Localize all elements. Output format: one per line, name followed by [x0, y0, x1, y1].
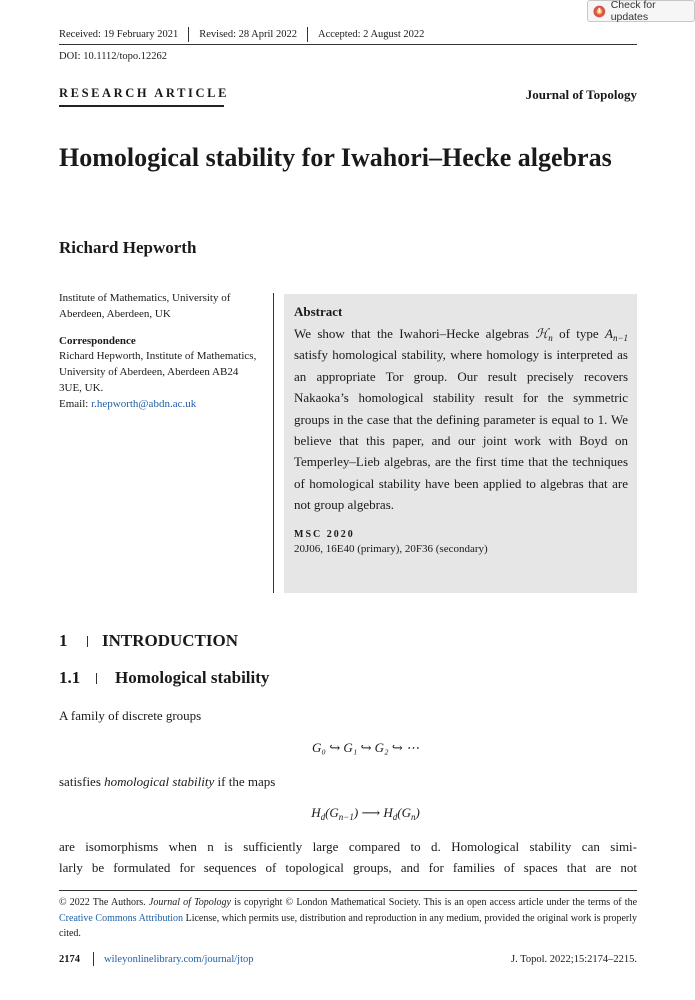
header-rule [59, 44, 637, 45]
check-for-updates-badge[interactable] [587, 0, 695, 22]
author-name: Richard Hepworth [59, 238, 197, 257]
journal-url[interactable]: wileyonlinelibrary.com/journal/jtop [104, 953, 254, 965]
journal-italic: Journal of Topology [148, 897, 231, 908]
email-label: Email: [59, 397, 89, 410]
correspondence-address: Richard Hepworth, Institute of Mathematics, University of Aberdeen, Aberdeen AB24 3UE, UK. [59, 350, 257, 394]
type-subscript: n−1 [612, 333, 629, 343]
article-type: RESEARCH ARTICLE [59, 86, 230, 100]
paragraph: A family of discrete groups [59, 708, 202, 723]
type-symbol [605, 326, 628, 341]
divider [93, 952, 94, 966]
equation-maps-text: $H_d(G_{n-1})$ ⟶ $H_d(G_n)$ [311, 805, 420, 822]
accepted-date: Accepted: 2 August 2022 [317, 29, 425, 40]
abstract-box [284, 294, 637, 593]
subsection-number: 1.1 [59, 668, 81, 687]
abstract-heading: Abstract [294, 304, 343, 319]
article-title: Homological stability for Iwahori–Hecke algebras [59, 143, 612, 172]
paragraph-text: satisfies [59, 774, 105, 789]
equation-maps [0, 805, 695, 821]
section-heading [59, 631, 238, 651]
subsection-title: Homological stability [115, 668, 270, 687]
equation-inclusions: G₀ ↪ G₁ ↪ G₂ ↪ ⋯ [312, 740, 419, 755]
check-for-updates-label: Check for updates [610, 0, 656, 23]
paragraph-line: larly be formulated for sequences of topological groups, and for families of spaces that are not [59, 860, 637, 876]
page-footer [59, 952, 637, 966]
copyright-notice [59, 895, 637, 942]
paragraph-text: if the maps [214, 774, 276, 789]
subsection-heading [59, 668, 269, 688]
correspondence-label: Correspondence [59, 334, 136, 347]
section-number: 1 [59, 631, 68, 650]
article-dates [59, 27, 424, 42]
divider [87, 636, 88, 647]
email-line [59, 397, 259, 413]
hecke-symbol [535, 326, 552, 341]
hecke-subscript: n [548, 333, 553, 343]
abstract-text-2: of type [559, 326, 599, 341]
revised-date: Revised: 28 April 2022 [199, 29, 297, 40]
doi: DOI: 10.1112/topo.12262 [59, 51, 168, 62]
copyright-text: © 2022 The Authors. [59, 897, 146, 908]
article-type-underline [59, 105, 224, 107]
hecke-letter: ℋ [535, 326, 549, 341]
abstract-text-1: We show that the Iwahori–Hecke algebras [294, 326, 529, 341]
emphasis-term: homological stability [104, 774, 215, 789]
affiliation-column [59, 291, 259, 413]
citation: J. Topol. 2022;15:2174–2215. [511, 953, 637, 965]
copyright-text: is copyright © London Mathematical Society. This is an open access article under the terms of the [234, 897, 638, 908]
column-divider [273, 293, 274, 593]
abstract-text [294, 323, 628, 516]
divider [188, 27, 189, 42]
paragraph [59, 771, 275, 792]
divider [96, 673, 97, 684]
footnote-rule [59, 890, 637, 891]
paragraph-line: are isomorphisms when n is sufficiently large compared to d. Homological stability can simi- [59, 839, 637, 854]
copyright-text: License, which permits use, distribution and reproduction in any medium, provided the original work is properly cited. [59, 912, 638, 939]
paragraph [59, 836, 637, 879]
type-letter: A [605, 326, 613, 341]
check-updates-icon [593, 5, 606, 18]
abstract-text-3: satisfy homological stability, where homology is interpreted as an appropriate Tor group. Our result precisely recovers Nakaoka’s homological stability result for the symmetric groups in the case that the defining parameter is equal to 1. We believe that this paper, and our joint work with Boyd on Temperley–Lieb algebras, are the first time that the techniques of homological stability have been applied to algebras that are not group algebras. [294, 347, 628, 513]
institute: Institute of Mathematics, University of Aberdeen, Aberdeen, UK [59, 292, 231, 320]
msc-codes: 20J06, 16E40 (primary), 20F36 (secondary) [294, 542, 488, 555]
email-link[interactable]: r.hepworth@abdn.ac.uk [91, 397, 197, 410]
journal-name: Journal of Topology [525, 87, 637, 102]
received-date: Received: 19 February 2021 [59, 29, 179, 40]
page-number: 2174 [59, 953, 80, 965]
msc-heading: MSC 2020 [294, 528, 355, 540]
section-title: INTRODUCTION [102, 631, 239, 650]
divider [307, 27, 308, 42]
license-link[interactable]: Creative Commons Attribution [59, 912, 184, 924]
